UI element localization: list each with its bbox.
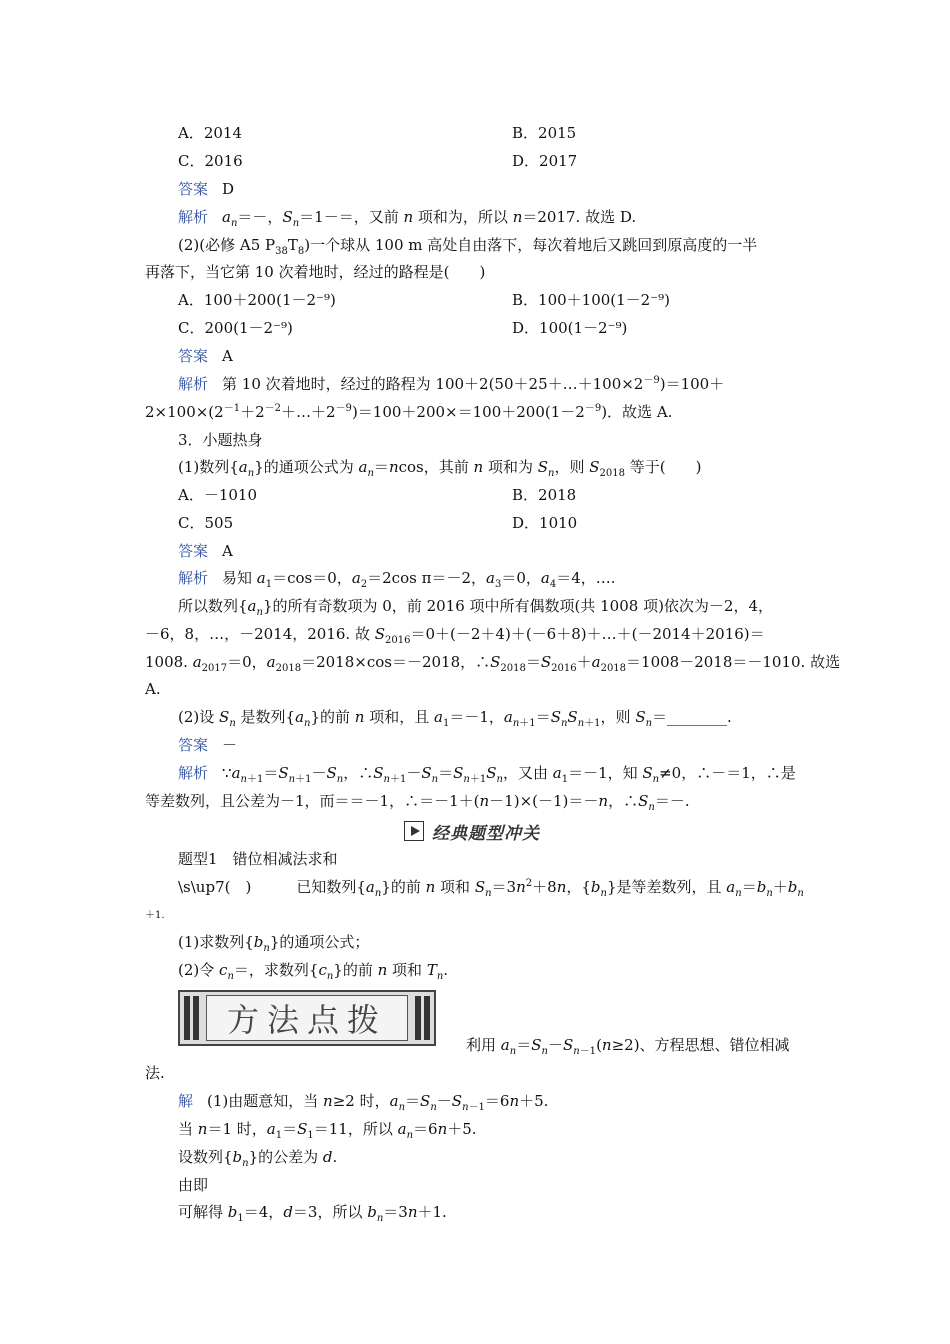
sec3-q2-analysis-line-2: 等差数列，且公差为－1，而＝＝－1，∴＝－1＋(n－1)×(－1)＝－n，$\therefore S_n=-$. bbox=[145, 792, 690, 813]
q1-option-d: D．2017 bbox=[512, 152, 578, 170]
problem-heading: 题型1 错位相减法求和 bbox=[178, 850, 338, 868]
q2-option-c: C．200(1－2⁻⁹) bbox=[178, 319, 293, 337]
method-tip-text-tail: 法. bbox=[145, 1064, 165, 1082]
sec3-heading: 3．小题热身 bbox=[178, 431, 263, 449]
solution-line-3: 设数列$\{b_n\}$的公差为 d. bbox=[178, 1148, 338, 1169]
q1-answer: 答案 D bbox=[178, 180, 235, 198]
banner-label: 经典题型冲关 bbox=[432, 823, 540, 844]
sec3-q1-option-b: B．2018 bbox=[512, 486, 577, 504]
problem-part-2: (2)令 $c_n=$，求数列$\{c_n\}$的前 n 项和 $T_n$. bbox=[178, 961, 449, 982]
sec3-q2-analysis-line-1: 解析 $\because a_{n+1}=S_{n+1}-S_n$，$\therefore S_{n+1}-S_n=S_{n+1}S_n$，又由 $a_1=-1$，知 $S_n\ne 0$，∴－＝1，∴是 bbox=[178, 764, 796, 785]
q1-option-b: B．2015 bbox=[512, 124, 577, 142]
solution-line-1: 解 (1)由题意知，当 n≥2 时，$a_n=S_n-S_{n-1}=6n+5$. bbox=[178, 1092, 549, 1113]
sec3-q1-stem: (1)数列$\{a_n\}$的通项公式为 $a_n=ncos$，其前 n 项和为 $S_n$，则 $S_{2018}$ 等于( ) bbox=[178, 458, 702, 479]
q2-option-d: D．100(1－2⁻⁹) bbox=[512, 319, 628, 337]
solution-line-4: 由即 bbox=[178, 1176, 209, 1194]
method-tip-badge bbox=[178, 990, 436, 1046]
problem-stem-line-2: ＋1. bbox=[145, 910, 165, 921]
section-banner bbox=[404, 818, 574, 844]
q1-option-c: C．2016 bbox=[178, 152, 243, 170]
sec3-q1-answer: 答案 A bbox=[178, 542, 233, 560]
q2-option-b: B．100＋100(1－2⁻⁹) bbox=[512, 291, 671, 309]
q2-answer: 答案 A bbox=[178, 347, 233, 365]
solution-line-5: 可解得 $b_1=4$，d＝3，所以 $b_n=3n+1$. bbox=[178, 1203, 447, 1224]
q2-analysis-line-2: $2\times 100\times(2^{-1}+2^{-2}+\dots+2^{-9})=100+200\times=100+200(1-2^{-9})$．故选 A. bbox=[145, 403, 673, 421]
q2-stem-line-1: (2)(必修 A5 $P_{38}T_8$)一个球从 100 m 高处自由落下，每次着地后又跳回到原高度的一半 bbox=[178, 236, 758, 257]
play-icon bbox=[404, 821, 424, 841]
q2-option-a: A．100＋200(1－2⁻⁹) bbox=[178, 291, 336, 309]
method-tip-text: 利用 $a_n=S_n-S_{n-1}(n\ge 2)$、方程思想、错位相减 bbox=[466, 1036, 790, 1057]
sec3-q2-answer: 答案 － bbox=[178, 736, 238, 754]
sec3-q1-analysis-line-3: －6，8，…，－2014，2016. 故 $S_{2016}=0+(-2+4)+(-6+8)+\dots+(-2014+2016)=$ bbox=[145, 625, 765, 646]
sec3-q1-option-a: A．－1010 bbox=[178, 486, 258, 504]
sec3-q1-analysis-line-2: 所以数列$\{a_n\}$的所有奇数项为 0，前 2016 项中所有偶数项(共 1008 项)依次为－2，4， bbox=[178, 597, 774, 618]
sec3-q2-stem: (2)设 $S_n$ 是数列$\{a_n\}$的前 n 项和，且 $a_1=-1$，$a_{n+1}=S_nS_{n+1}$，则 $S_n=\_\_\_\_\_\_\_\_$. bbox=[178, 708, 732, 729]
sec3-q1-analysis-line-5: A. bbox=[145, 680, 161, 698]
method-tip-label: 方法点拨 bbox=[206, 995, 408, 1041]
sec3-q1-analysis-line-4: 1008. $a_{2017}=0$，$a_{2018}=2018\times\cos=-2018$，$\therefore S_{2018}=S_{2016}+a_{2018}=1008-2018=-1010$. 故选 bbox=[145, 653, 841, 674]
problem-part-1: (1)求数列$\{b_n\}$的通项公式； bbox=[178, 933, 370, 954]
problem-stem-line-1: \s\up7( ) 已知数列$\{a_n\}$的前 n 项和 $S_n=3n^2+8n$，$\{b_n\}$是等差数列，且 $a_n=b_n+b_n$ bbox=[178, 878, 804, 899]
q1-analysis: 解析 $a_n=-$，$S_n=1-=$，又前 n 项和为，所以 n＝2017. 故选 D. bbox=[178, 208, 637, 229]
sec3-q1-analysis-line-1: 解析 易知 $a_1=\cos=0$，$a_2=2\cos$ π＝－2，$a_3=0$，$a_4=4$，…. bbox=[178, 569, 616, 590]
solution-line-2: 当 n＝1 时，$a_1=S_1=11$，所以 $a_n=6n+5$. bbox=[178, 1120, 477, 1141]
q2-analysis-line-1: 解析 第 10 次着地时，经过的路程为 $100+2(50+25+\dots+100\times 2^{-9})=100+$ bbox=[178, 375, 725, 393]
q2-stem-line-2: 再落下，当它第 10 次着地时，经过的路程是( ) bbox=[145, 263, 486, 281]
sec3-q1-option-c: C．505 bbox=[178, 514, 234, 532]
q1-option-a: A．2014 bbox=[178, 124, 243, 142]
sec3-q1-option-d: D．1010 bbox=[512, 514, 578, 532]
